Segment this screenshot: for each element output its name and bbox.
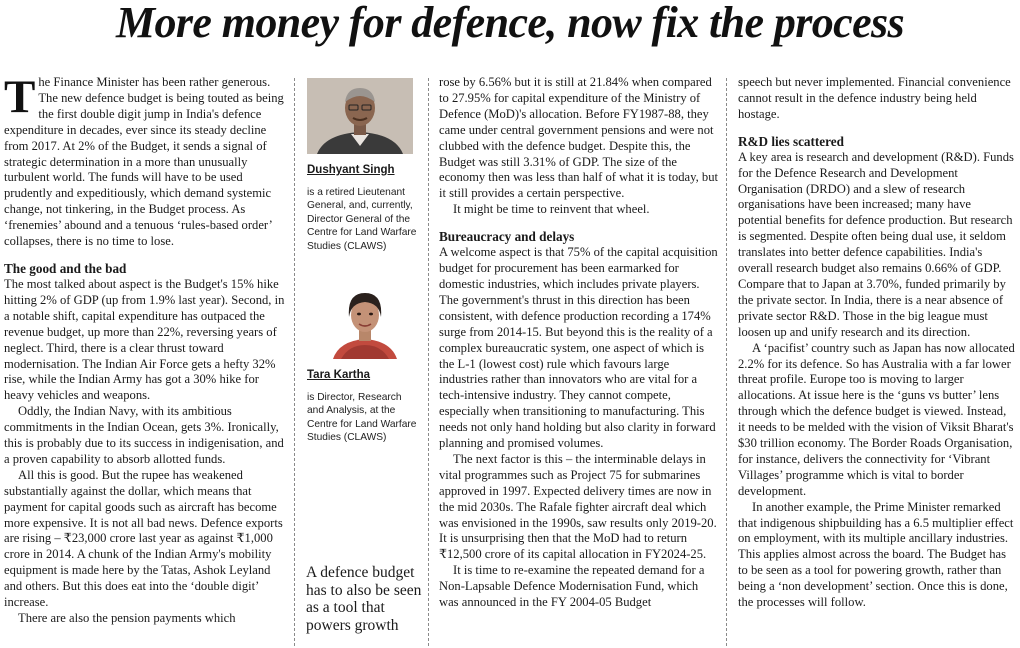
- author-bio: is a retired Lieutenant General, and, currently, Director General of the Centre for Land Warfare Studies (CLAWS): [307, 187, 417, 252]
- section-heading: The good and the bad: [4, 260, 127, 276]
- author-photo: [307, 78, 413, 154]
- intro-text: he Finance Minister has been rather generous. The new defence budget is being touted as being the first double digit jump in India's defence expenditure in decades, ever since its steady decline from 2017. At 2% of the Budget, it sends a signal of strategic determination in a more than unusually turbulent world. The funds will have to be used prudently and expeditiously, which demand systemic change, not tinkering, in the Budget process. As ‘frenemies’ abound and a tenuous ‘rules-based order’ collapses, there is no time to lose.: [4, 75, 284, 249]
- pull-quote: A defence budget has to also be seen as a tool that powers growth: [306, 564, 422, 634]
- column-divider: [428, 78, 429, 646]
- section-heading: Bureaucracy and delays: [439, 229, 575, 245]
- body-paragraph: Oddly, the Indian Navy, with its ambitious commitments in the Indian Ocean, gets 3%. Ironically, this is probably due to its success in indigenisation, and a proven capability to absorb allotted funds.: [4, 404, 284, 466]
- body-paragraph: A key area is research and development (R&D). Funds for the Defence Research and Development Organisation (DRDO) and a slew of research organisations have been increased; many have potential benefits for defence production. But research is segmented. Despite often being dual use, it seldom translates into better defence capabilities. India's overall research budget also remains 0.66% of GDP. Compare that to Japan at 3.70%, funded primarily by the private sector. In India, there is a near absence of private sector R&D. Those in the big league must loosen up and unify research and its direction.: [738, 149, 1014, 339]
- body-paragraph: A ‘pacifist’ country such as Japan has now allocated 2.2% for its defence. So has Australia with a far lower threat profile. Europe too is moving to larger allocations. At issue here is the ‘guns vs butter’ lens through which the defence budget is viewed. Instead, it needs to be melded with the vision of Viksit Bharat's $30 trillion economy. The Border Roads Organisation, for instance, delivers the connectivity for ‘Vibrant Villages’ programme which is vital to border development.: [738, 340, 1015, 498]
- column-divider: [294, 78, 295, 646]
- column-divider: [726, 78, 727, 646]
- article-column-4: [738, 75, 1016, 611]
- body-paragraph: The next factor is this – the interminable delays in vital programmes such as Project 75 for submarines approved in 1997. Expected delivery times are now in the mid 2030s. The Rafale fighter aircraft deal which was envisioned in the 1990s, saw results only 2019-20. It is unsurprising then that the MoD had to return ₹12,500 crore of its capital allocation in FY2024-25.: [439, 451, 717, 562]
- author-card: [307, 283, 419, 445]
- drop-cap: T: [4, 71, 36, 123]
- body-paragraph: speech but never implemented. Financial convenience cannot result in the defence industry being held hostage.: [738, 75, 1011, 121]
- body-paragraph: All this is good. But the rupee has weakened substantially against the dollar, which means that payment for capital goods such as aircraft has become more expensive. It is not all bad news. Defence exports are rising – ₹23,000 crore last year as against ₹1,000 crore in 2014. A chunk of the Indian Army's mobility equipment is made here by the Tatas, Ashok Leyland and others. But this does eat into the ‘double digit’ increase.: [4, 467, 283, 610]
- section-heading: R&D lies scattered: [738, 133, 844, 149]
- author-bio: is Director, Research and Analysis, at the Centre for Land Warfare Studies (CLAWS): [307, 392, 417, 444]
- body-paragraph: There are also the pension payments which: [18, 611, 236, 625]
- body-paragraph: It is time to re-examine the repeated demand for a Non-Lapsable Defence Modernisation Fund, which was announced in the FY 2004-05 Budget: [439, 563, 705, 610]
- author-photo: [327, 283, 403, 359]
- body-paragraph: rose by 6.56% but it is still at 21.84% when compared to 27.95% for capital expenditure of the Ministry of Defence (MoD)'s allocation. Before FY1987-88, they came under central government pensions and were not clubbed with the defence budget. Despite this, the Budget was still 3.31% of GDP. The size of the economy then was less than half of what it is today, but it still provides a certain perspective.: [439, 75, 718, 201]
- author-name: Dushyant Singh: [307, 164, 395, 176]
- body-paragraph: In another example, the Prime Minister remarked that indigenous shipbuilding has a 6.5 multiplier effect on employment, with its multiple ancillary industries. This applies almost across the board. The Budget has to be seen as a tool for powering growth, rather than being a ‘non development’ section. Once this is done, the processes will follow.: [738, 499, 1014, 610]
- author-name: Tara Kartha: [307, 369, 371, 381]
- headline: More money for defence, now fix the process: [115, 0, 905, 47]
- body-paragraph: It might be time to reinvent that wheel.: [453, 202, 650, 217]
- body-paragraph: The most talked about aspect is the Budget's 15% hike hitting 2% of GDP (up from 1.9% last year). Second, in a notable shift, capital expenditure has outpaced the revenue budget, up more than 22%, reversing years of neglect. Third, there is a clear thrust toward modernisation. The Indian Air Force gets a hefty 32% rise, while the Indian Army has got a 30% hike for heavy vehicles and weapons.: [4, 276, 285, 403]
- article-column-3: [439, 75, 719, 611]
- article-column-1: [4, 71, 286, 627]
- intro-paragraph: [4, 71, 286, 250]
- body-paragraph: A welcome aspect is that 75% of the capital acquisition budget for procurement has been earmarked for domestic industries, which includes private players. The government's thrust in this direction has been consistent, with defence production recording a 174% surge from 2014-15. But beyond this is the reality of a complex bureaucratic system, one aspect of which is the L-1 (lowest cost) rule which favours large industries rather than innovators who are vital for a tech-intensive industry. They cannot compete, especially when transitioning to manufacturing. This needs not only hand holding but also clarity in forward planning and promised volumes.: [439, 245, 718, 451]
- author-card: [307, 78, 419, 253]
